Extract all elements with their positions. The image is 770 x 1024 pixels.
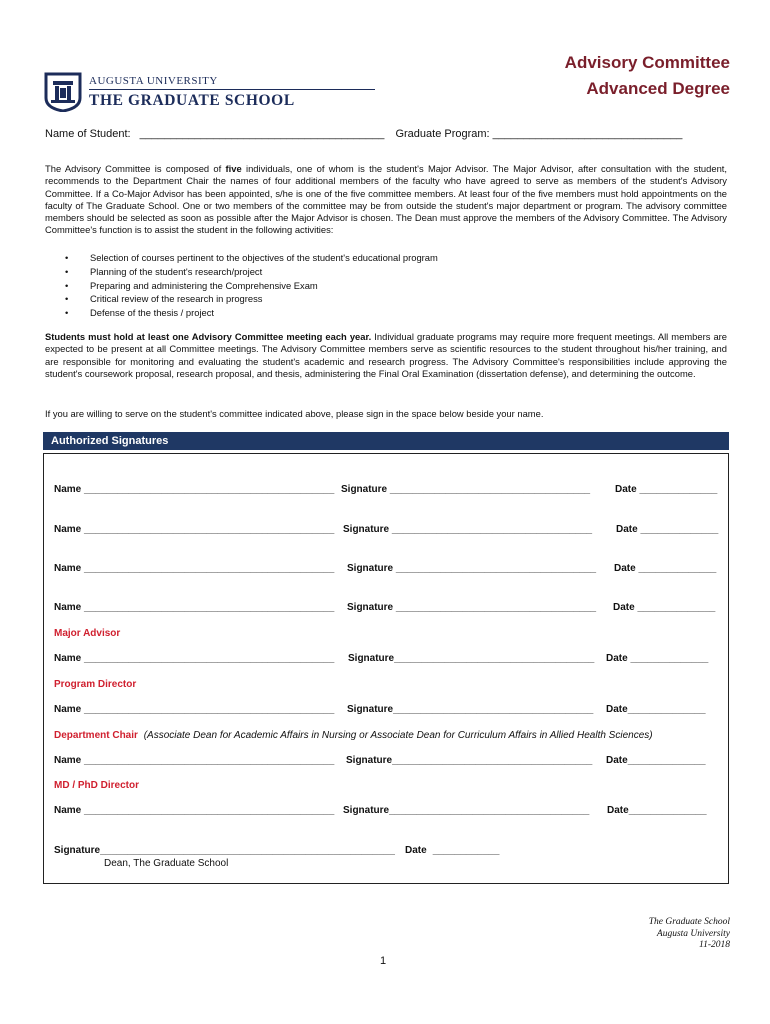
role-department-chair [54, 730, 653, 741]
program-director-name [54, 704, 334, 715]
signature-label: Signature [347, 704, 394, 715]
date-label: Date [606, 653, 628, 664]
major-advisor-name [54, 653, 334, 664]
signature-label: Signature [341, 484, 388, 495]
department-chair-name [54, 755, 334, 766]
member-2-signature [343, 524, 592, 535]
date-field[interactable]: ______________ [638, 563, 717, 574]
page-number: 1 [380, 955, 387, 967]
date-label: Date [606, 704, 628, 715]
signature-label: Signature [346, 755, 393, 766]
intro-bold-five: five [225, 163, 242, 174]
intro-paragraph [45, 163, 727, 237]
member-4-signature [347, 602, 596, 613]
name-field[interactable]: _____________________________________________ [84, 524, 335, 535]
graduate-program-field[interactable]: _______________________________ [492, 128, 683, 140]
title-line1: Advisory Committee [564, 53, 730, 72]
dean-signature [54, 845, 395, 856]
footer-university: Augusta University [656, 928, 730, 939]
signature-label: Signature [347, 563, 394, 574]
name-label: Name [54, 563, 82, 574]
department-chair-note: (Associate Dean for Academic Affairs in Nursing or Associate Dean for Curriculum Affairs in Allied Health Sciences) [143, 730, 653, 741]
name-label: Name [54, 755, 82, 766]
date-field[interactable]: ______________ [627, 755, 706, 766]
signature-field[interactable]: _____________________________________________________ [100, 845, 395, 856]
signature-field[interactable]: ____________________________________ [391, 524, 593, 535]
member-4-date [613, 602, 715, 613]
student-name-field[interactable]: ________________________________________ [139, 128, 385, 140]
student-info-line [45, 128, 682, 140]
member-1-signature [341, 484, 590, 495]
signature-field[interactable]: ____________________________________ [389, 484, 591, 495]
date-label: Date [615, 484, 637, 495]
name-label: Name [54, 704, 82, 715]
member-2-name [54, 524, 334, 535]
footer-school: The Graduate School [648, 917, 730, 927]
name-field[interactable]: _____________________________________________ [84, 755, 335, 766]
title-line2: Advanced Degree [586, 79, 730, 98]
member-1-name [54, 484, 334, 495]
md-phd-director-date [607, 805, 707, 816]
major-advisor-date [606, 653, 708, 664]
university-logo [44, 72, 344, 116]
date-field[interactable]: ______________ [630, 653, 709, 664]
date-field[interactable]: ______________ [640, 524, 719, 535]
list-item: • Critical review of the research in progress [65, 292, 438, 306]
role-program-director: Program Director [54, 679, 137, 690]
dean-subtitle: Dean, The Graduate School [104, 858, 229, 869]
member-3-name [54, 563, 334, 574]
date-field[interactable]: ______________ [637, 602, 716, 613]
meeting-bold-text: Students must hold at least one Advisory Committee meeting each year. [45, 331, 372, 342]
date-label: Date [616, 524, 638, 535]
name-field[interactable]: _____________________________________________ [84, 653, 335, 664]
logo-university-name: AUGUSTA UNIVERSITY [89, 75, 218, 87]
department-chair-date [606, 755, 706, 766]
signature-label: Signature [54, 845, 101, 856]
signature-field[interactable]: ____________________________________ [395, 602, 597, 613]
signature-field[interactable]: ____________________________________ [395, 563, 597, 574]
md-phd-director-name [54, 805, 334, 816]
name-label: Name [54, 484, 82, 495]
signature-field[interactable]: ____________________________________ [394, 653, 595, 664]
meeting-text-rest: Individual graduate programs may require more frequent meetings. All members are expected to be present at all Committee meetings. The Advisory Committee members serve as scientific resources to the student throughout his/her training, and are responsible for monitoring and evaluating the student's academic and research progress. The Advisory Committee's responsibilities include approving the student's coursework proposal, research proposal, and thesis, administering the Final Oral Examination (dissertation defense), and determining the outcome. [45, 331, 727, 379]
list-item: • Selection of courses pertinent to the objectives of the student's educational program [65, 251, 438, 265]
name-label: Name [54, 805, 82, 816]
list-item: • Preparing and administering the Comprehensive Exam [65, 279, 438, 293]
meeting-paragraph [45, 331, 727, 380]
role-major-advisor: Major Advisor [54, 628, 121, 639]
program-director-signature [347, 704, 593, 715]
date-label: Date [607, 805, 629, 816]
date-field[interactable]: ______________ [628, 805, 707, 816]
member-2-date [616, 524, 718, 535]
list-item: • Defense of the thesis / project [65, 306, 438, 320]
department-chair-label: Department Chair [54, 730, 138, 741]
member-3-date [614, 563, 716, 574]
graduate-program-label: Graduate Program: [395, 128, 490, 140]
intro-text-rest: individuals, one of whom is the student's Major Advisor. The Major Advisor, after consultation with the student, recommends to the Department Chair the names of four additional members of the faculty who have agreed to serve as members of the student's Advisory Committee. If a Co-Major Advisor has been appointed, s/he is one of the five committee members. At least four of the five members must hold appointments on the faculty of The Graduate School. One or two members of the committee may be from outside the student's major department or program. The advisory committee members should be selected as soon as possible after the Major Advisor is chosen. The Dean must approve the members of the Advisory Committee. The Advisory Committee's function is to assist the student in the following activities: [45, 163, 727, 236]
signature-label: Signature [347, 602, 394, 613]
logo-school-name: THE GRADUATE SCHOOL [89, 92, 295, 109]
program-director-date [606, 704, 706, 715]
page-title [565, 50, 730, 102]
name-field[interactable]: _____________________________________________ [84, 563, 335, 574]
date-label: Date [606, 755, 628, 766]
serve-note: If you are willing to serve on the student's committee indicated above, please sign in the space below beside your name. [45, 408, 544, 419]
signature-box [43, 453, 729, 884]
section-header-authorized-signatures: Authorized Signatures [43, 432, 729, 450]
md-phd-director-signature [343, 805, 589, 816]
major-advisor-signature [348, 653, 594, 664]
signature-label: Signature [348, 653, 395, 664]
date-field[interactable]: ____________ [432, 845, 500, 856]
role-md-phd-director: MD / PhD Director [54, 780, 140, 791]
signature-field[interactable]: ____________________________________ [389, 805, 590, 816]
list-item: • Planning of the student's research/project [65, 265, 438, 279]
member-4-name [54, 602, 334, 613]
name-field[interactable]: _____________________________________________ [84, 704, 335, 715]
date-label: Date [405, 845, 427, 856]
date-field[interactable]: ______________ [627, 704, 706, 715]
signature-label: Signature [343, 805, 390, 816]
intro-text-start: The Advisory Committee is composed of [45, 163, 226, 174]
name-field[interactable]: _____________________________________________ [84, 602, 335, 613]
member-1-date [615, 484, 717, 495]
student-name-label: Name of Student: [45, 128, 131, 140]
name-label: Name [54, 653, 82, 664]
footer-block [649, 917, 730, 952]
signature-label: Signature [343, 524, 390, 535]
name-label: Name [54, 524, 82, 535]
augusta-shield-icon [44, 72, 82, 112]
activities-list [65, 251, 438, 320]
footer-revision-date: 11-2018 [699, 940, 730, 950]
member-3-signature [347, 563, 596, 574]
signature-field[interactable]: ____________________________________ [392, 755, 593, 766]
name-field[interactable]: _____________________________________________ [84, 805, 335, 816]
department-chair-signature [346, 755, 592, 766]
signature-field[interactable]: ____________________________________ [393, 704, 594, 715]
dean-date [405, 845, 499, 856]
name-field[interactable]: _____________________________________________ [84, 484, 335, 495]
name-label: Name [54, 602, 82, 613]
logo-divider [89, 89, 375, 90]
date-label: Date [614, 563, 636, 574]
date-label: Date [613, 602, 635, 613]
date-field[interactable]: ______________ [639, 484, 718, 495]
